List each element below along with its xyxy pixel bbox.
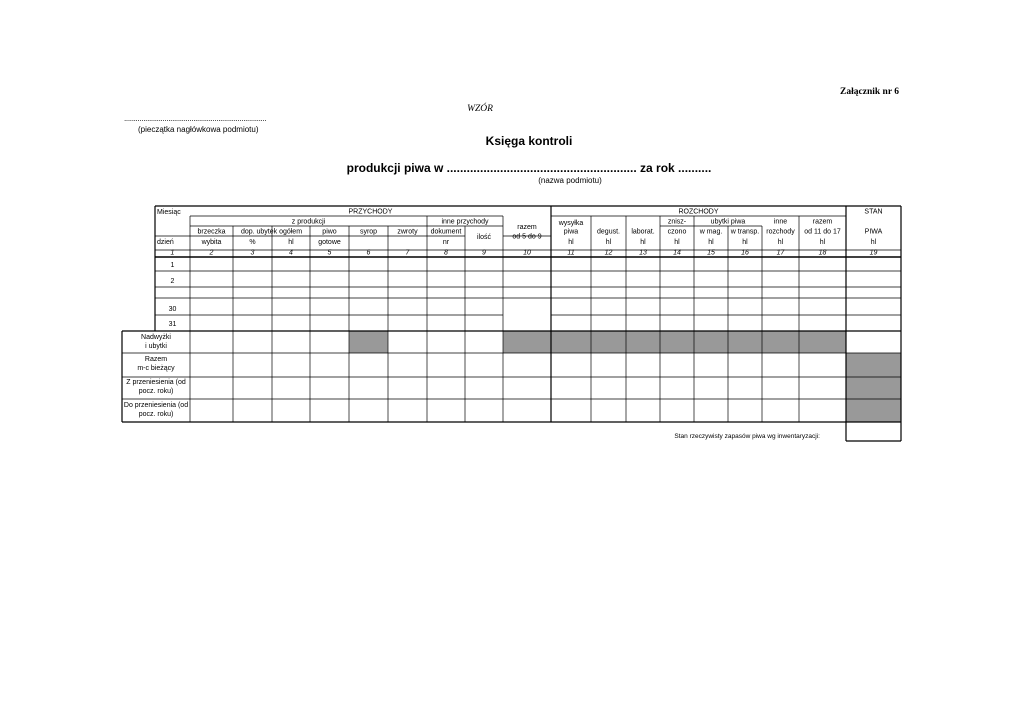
header-syrup: syrop (359, 228, 378, 236)
header-returns: zwroty (397, 228, 418, 236)
column-number: 12 (604, 249, 613, 257)
column-number: 19 (869, 249, 878, 257)
header-sum-outgo: razem (812, 218, 833, 226)
header-beer-losses: ubytki piwa (710, 218, 746, 226)
summary-row-label: Do przeniesienia (od (123, 402, 189, 409)
header-loss-total: dop. ubytek ogółem (240, 228, 303, 236)
header-income: PRZYCHODY (348, 208, 393, 216)
column-number: 1 (170, 249, 175, 257)
day-label: 30 (168, 306, 177, 313)
header-finished-beer: gotowe (318, 239, 341, 246)
header-month: Miesiąc (157, 209, 181, 216)
header-sum-income: od 5 do 9 (512, 233, 542, 241)
column-number: 9 (482, 249, 486, 257)
summary-row-label: Z przeniesienia (od (126, 379, 186, 386)
page-title: Księga kontroli (485, 134, 573, 148)
header-finished-beer: piwo (322, 228, 337, 236)
header-destroyed: znisz- (667, 218, 687, 226)
day-label: 2 (170, 278, 175, 285)
header-document: dokument (430, 228, 462, 236)
stamp-dotted-line: .......................................................................... (124, 114, 267, 123)
header-day: dzień (157, 239, 174, 246)
header-hl: hl (742, 239, 748, 246)
summary-row-label: m-c bieżący (137, 365, 175, 372)
header-hl: hl (605, 239, 612, 246)
header-other-outgo: inne (773, 218, 788, 226)
header-transport-loss: w transp. (730, 228, 760, 236)
day-label: 31 (168, 321, 177, 328)
header-wort: wybita (201, 239, 222, 246)
column-number: 2 (209, 249, 214, 257)
header-shipping: piwa (563, 228, 579, 236)
shaded-cell-syrup-surplus (349, 331, 388, 353)
header-sum-outgo: od 11 do 17 (804, 228, 841, 236)
inventory-label: Stan rzeczywisty zapasów piwa wg inwentaryzacji: (674, 433, 820, 440)
page-subtitle: produkcji piwa w ......................................................... za rok .......... (346, 161, 712, 175)
header-outgo: ROZCHODY (678, 208, 719, 216)
column-number: 15 (707, 249, 715, 257)
shaded-cell-outgo-surplus (503, 331, 846, 353)
header-shipping: wysyłka (558, 220, 584, 227)
column-number: 3 (250, 249, 255, 257)
header-document: nr (442, 239, 450, 246)
header-warehouse-loss: w mag. (699, 228, 723, 236)
annex-number: Załącznik nr 6 (840, 87, 899, 97)
header-hl: hl (674, 239, 680, 246)
column-number: 11 (567, 249, 575, 257)
stamp-caption: (pieczątka nagłówkowa podmiotu) (138, 125, 259, 134)
column-number: 4 (289, 249, 293, 257)
column-number: 17 (776, 249, 785, 257)
column-number: 7 (405, 249, 410, 257)
day-label: 1 (170, 262, 175, 269)
summary-row-label: i ubytki (145, 343, 167, 350)
header-quantity: ilość (476, 234, 492, 241)
column-number: 16 (741, 249, 749, 257)
header-hl: hl (708, 239, 714, 246)
header-hl: hl (819, 239, 826, 246)
header-hl: hl (640, 239, 646, 246)
entity-caption: (nazwa podmiotu) (538, 176, 602, 185)
header-lab: laborat. (631, 228, 655, 236)
column-number: 10 (523, 249, 531, 257)
summary-row-label: pocz. roku) (138, 388, 174, 395)
header-other-outgo: rozchody (766, 228, 795, 236)
header-hl: hl (870, 239, 877, 246)
column-number: 13 (639, 249, 647, 257)
header-stock-beer: PIWA (864, 228, 883, 236)
header-hl: hl (777, 239, 784, 246)
header-hl: hl (288, 239, 294, 246)
column-number: 18 (818, 249, 827, 257)
summary-row-label: pocz. roku) (138, 411, 174, 418)
shaded-cell-stock-summary (846, 353, 901, 422)
template-label: WZÓR (467, 104, 493, 114)
header-from-production: z produkcji (291, 218, 326, 226)
header-hl: hl (568, 239, 574, 246)
header-destroyed: czono (667, 228, 687, 236)
header-percent: % (249, 239, 256, 246)
column-number: 14 (673, 249, 681, 257)
summary-row-label: Razem (144, 356, 168, 363)
column-number: 8 (444, 249, 448, 257)
column-number: 6 (366, 249, 371, 257)
header-sum-income: razem (517, 224, 537, 231)
header-wort: brzeczka (197, 228, 226, 236)
summary-row-label: Nadwyżki (141, 334, 171, 341)
header-tasting: degust. (597, 228, 620, 236)
header-other-income: inne przychody (441, 218, 489, 226)
header-stock: STAN (864, 208, 883, 216)
column-number: 5 (327, 249, 332, 257)
